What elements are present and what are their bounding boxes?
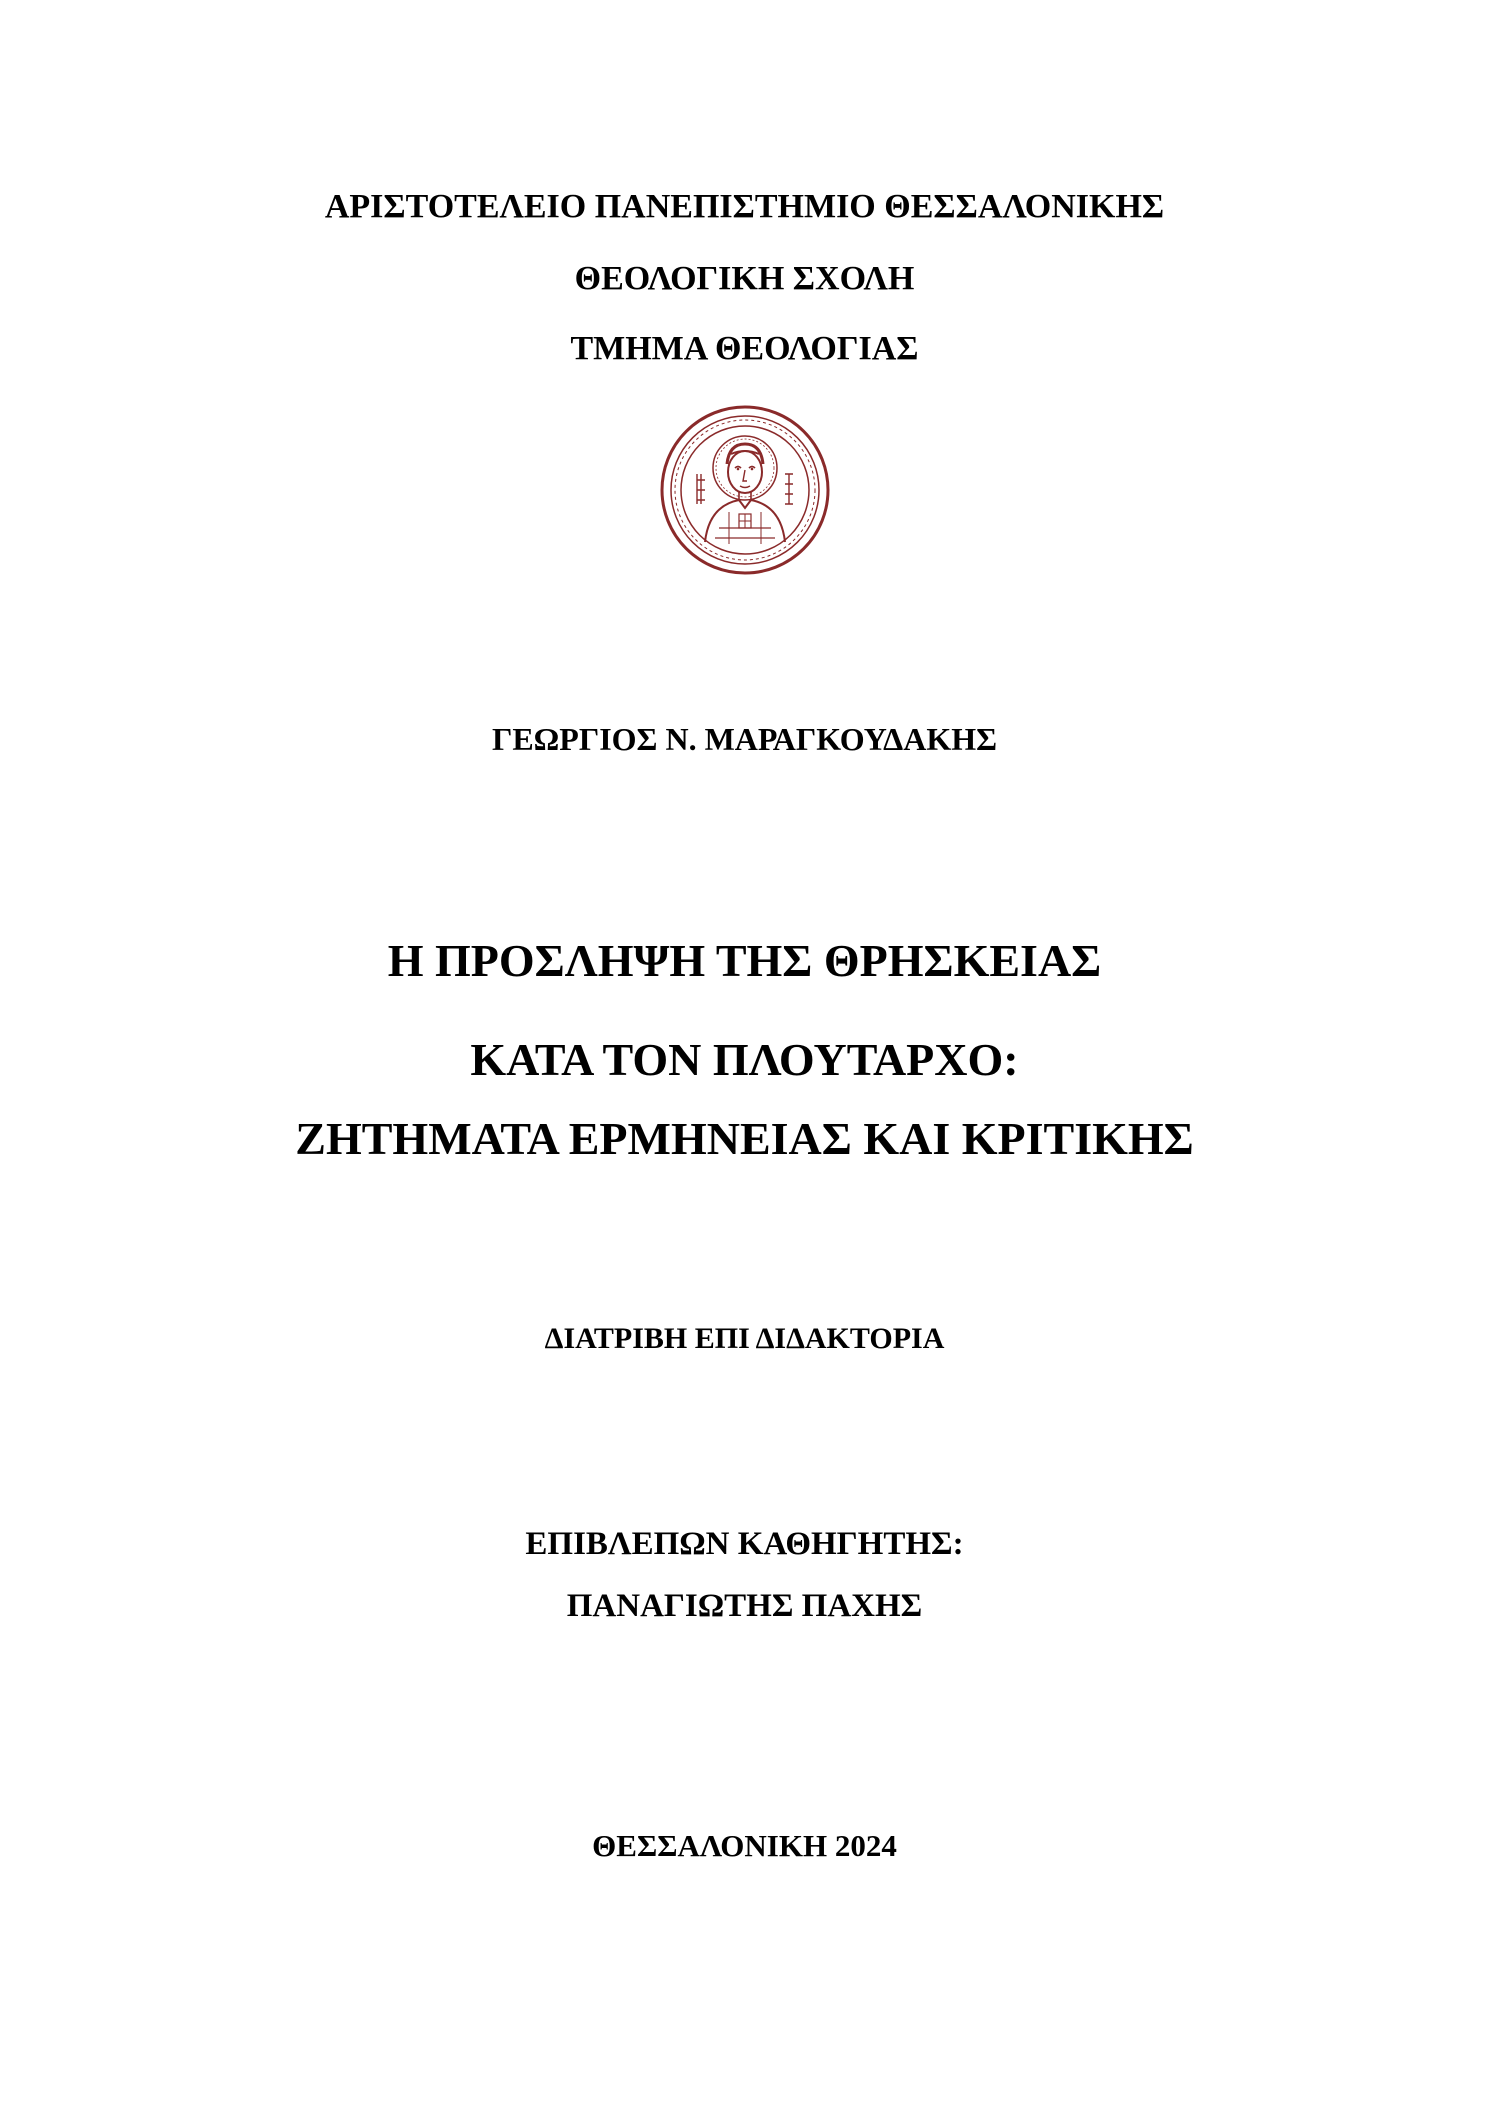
thesis-type: ΔΙΑΤΡΙΒΗ ΕΠΙ ΔΙΔΑΚΤΟΡΙΑ xyxy=(544,1322,945,1355)
department-name: ΤΜΗΜΑ ΘΕΟΛΟΓΙΑΣ xyxy=(570,330,919,367)
school-name: ΘΕΟΛΟΓΙΚΗ ΣΧΟΛΗ xyxy=(574,260,915,297)
supervisor-label: ΕΠΙΒΛΕΠΩΝ ΚΑΘΗΓΗΤΗΣ: xyxy=(525,1526,964,1562)
supervisor-name: ΠΑΝΑΓΙΩΤΗΣ ΠΑΧΗΣ xyxy=(566,1588,923,1624)
thesis-title-line-2: ΚΑΤΑ ΤΟΝ ΠΛΟΥΤΑΡΧΟ: xyxy=(470,1034,1019,1085)
thesis-title-line-3: ΖΗΤΗΜΑΤΑ ΕΡΜΗΝΕΙΑΣ ΚΑΙ ΚΡΙΤΙΚΗΣ xyxy=(295,1113,1194,1164)
university-name: ΑΡΙΣΤΟΤΕΛΕΙΟ ΠΑΝΕΠΙΣΤΗΜΙΟ ΘΕΣΣΑΛΟΝΙΚΗΣ xyxy=(324,188,1165,225)
author-name: ΓΕΩΡΓΙΟΣ Ν. ΜΑΡΑΓΚΟΥΔΑΚΗΣ xyxy=(491,721,998,757)
place-and-year: ΘΕΣΣΑΛΟΝΙΚΗ 2024 xyxy=(592,1828,897,1863)
thesis-title-line-1: Η ΠΡΟΣΛΗΨΗ ΤΗΣ ΘΡΗΣΚΕΙΑΣ xyxy=(387,935,1102,986)
university-seal-icon xyxy=(659,404,831,576)
